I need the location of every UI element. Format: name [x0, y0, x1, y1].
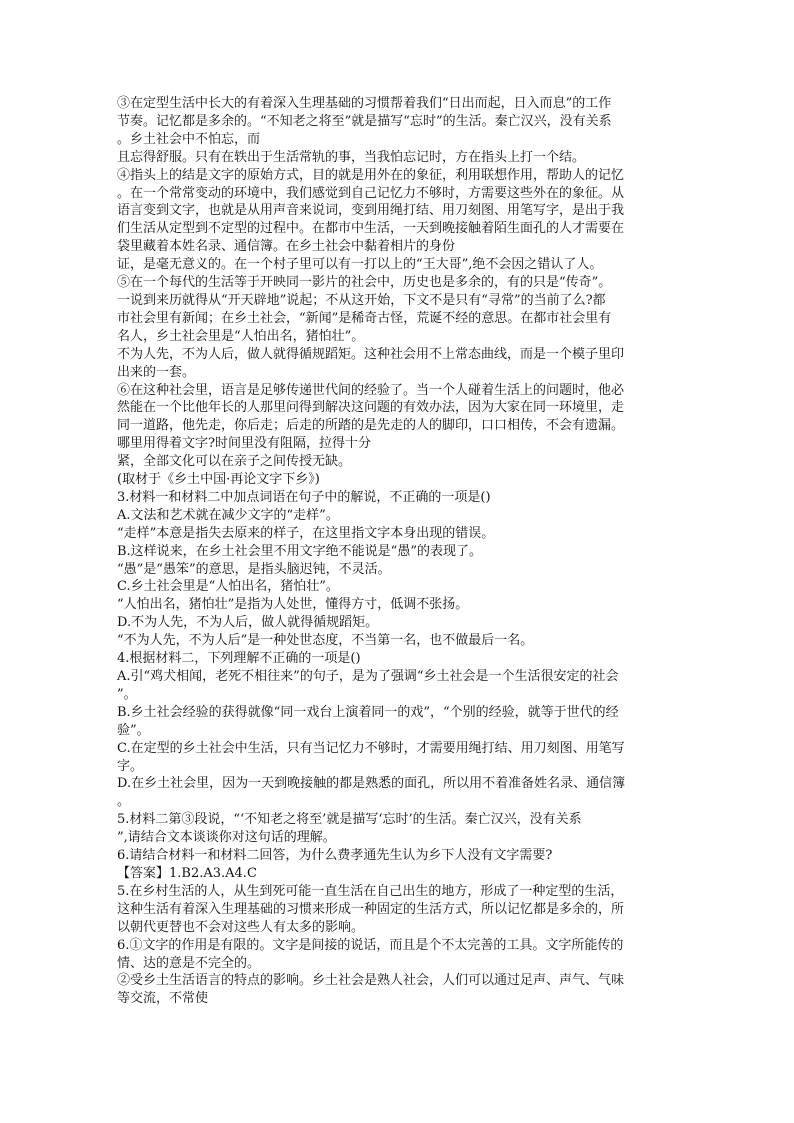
text-line: 。乡土社会中不怕忘，而: [117, 131, 261, 147]
text-line: ③在定型生活中长大的有着深入生理基础的习惯帮着我们“日出而起，日入而息”的工作: [117, 96, 612, 111]
text-line: D.在乡土社会里，因为一天到晚接触的都是熟悉的面孔，所以用不着准备姓名录、通信簿: [117, 776, 626, 792]
text-line: 不为人先，不为人后，做人就得循规蹈矩。这种社会用不上常态曲线，而是一个模子里印: [117, 346, 625, 362]
document-page: [117, 95, 687, 1008]
text-line: “走样”本意是指失去原来的样子，在这里指文字本身出现的错误。: [117, 525, 495, 541]
text-line: 。: [117, 794, 131, 810]
text-line: 5.材料二第③段说，“‘不知老之将至’就是描写‘忘时’的生活。秦亡汉兴，没有关系: [117, 812, 582, 828]
text-line: 们生活从定型到不定型的过程中。在都市中生活，一天到晚接触着陌生面孔的人才需要在: [117, 221, 625, 237]
text-line: 一说到来历就得从“开天辟地”说起；不从这开始，下文不是只有“寻常”的当前了么?都: [117, 292, 606, 308]
text-line: 证，是毫无意义的。在一个村子里可以有一打以上的“王大哥”,绝不会因之错认了人。: [117, 257, 603, 273]
text-line: 节奏。记忆都是多余的。“不知老之将至”就是描写“忘时”的生活。秦亡汉兴，没有关系: [117, 113, 612, 129]
text-line: C.乡土社会里是“人怕出名，猪怕壮”。: [117, 579, 339, 595]
text-line: 验”。: [117, 722, 150, 738]
text-line: B.这样说来，在乡土社会里不用文字绝不能说是“愚”的表现了。: [117, 543, 482, 559]
text-line: 情、达的意是不完全的。: [117, 955, 261, 971]
text-line: 市社会里有新闻；在乡土社会，“新闻”是稀奇古怪，荒诞不经的意思。在都市社会里有: [117, 310, 612, 326]
text-line: 6.请结合材料一和材料二回答，为什么费孝通先生认为乡下人没有文字需要?: [117, 848, 553, 864]
text-line: 袋里藏着本姓名录、通信簿。在乡土社会中黏着相片的身份: [117, 239, 456, 255]
text-line: 同一道路，他先走，你后走；后走的所踏的是先走的人的脚印，口口相传，不会有遗漏。: [117, 418, 625, 434]
text-line: ④指头上的结是文字的原始方式，目的就是用外在的象征，利用联想作用，帮助人的记忆: [117, 167, 625, 183]
text-line: 【答案】1.B2.A3.A4.C: [117, 865, 257, 881]
text-line: “愚”是“愚笨”的意思，是指头脑迟钝，不灵活。: [117, 561, 391, 577]
text-line: (取材于《乡土中国·再论文字下乡》): [117, 472, 320, 488]
text-line: “人怕出名，猪怕壮”是指为人处世，懂得方寸，低调不张扬。: [117, 597, 469, 613]
text-line: B.乡土社会经验的获得就像“同一戏台上演着同一的戏”，“个别的经验，就等于世代的经: [117, 704, 619, 720]
text-line: 语言变到文字，也就是从用声音来说词，变到用绳打结、用刀刻图、用笔写字，是出于我: [117, 203, 625, 219]
text-line: 出来的一套。: [117, 364, 196, 380]
text-line: 等交流，不常使: [117, 991, 209, 1007]
text-line: ”,请结合文本谈谈你对这句话的理解。: [117, 830, 336, 846]
text-line: 6.①文字的作用是有限的。文字是间接的说话，而且是个不太完善的工具。文字所能传的: [117, 937, 624, 953]
text-line: A.文法和艺术就在减少文字的“走样”。: [117, 507, 339, 523]
text-line: 以朝代更替也不会对这些人有太多的影响。: [117, 919, 365, 935]
text-line: 4.根据材料二，下列理解不正确的一项是(): [117, 651, 361, 667]
text-line: 哪里用得着文字?时间里没有阻隔，拉得十分: [117, 436, 371, 452]
text-line: ”。: [117, 686, 137, 702]
text-line: 3.材料一和材料二中加点词语在句子中的解说，不正确的一项是(): [117, 489, 491, 505]
text-line: ⑤在一个每代的生活等于开映同一影片的社会中，历史也是多余的，有的只是“传奇”。: [117, 275, 612, 291]
text-line: 这种生活有着深入生理基础的习惯来形成一种固定的生活方式，所以记忆都是多余的，所: [117, 901, 625, 917]
text-line: D.不为人先，不为人后，做人就得循规蹈矩。: [117, 615, 379, 631]
text-line: A.引“鸡犬相闻，老死不相往来”的句子，是为了强调“乡土社会是一个生活很安定的社会: [117, 669, 619, 684]
text-line: 紧，全部文化可以在亲子之间传授无缺。: [117, 454, 352, 470]
text-line: “不为人先，不为人后”是一种处世态度，不当第一名，也不做最后一名。: [117, 633, 534, 649]
text-line: 5.在乡村生活的人，从生到死可能一直生活在自己出生的地方，形成了一种定型的生活，: [117, 883, 624, 899]
text-line: C.在定型的乡土社会中生活，只有当记忆力不够时，才需要用绳打结、用刀刻图、用笔写: [117, 740, 625, 756]
text-line: 字。: [117, 758, 144, 774]
text-line: 且忘得舒服。只有在轶出于生活常轨的事，当我怕忘记时，方在指头上打一个结。: [117, 149, 586, 165]
text-line: 名人，乡土社会里是“人怕出名，猪怕壮”。: [117, 328, 365, 344]
text-line: ⑥在这种社会里，语言是足够传递世代间的经验了。当一个人碰着生活上的问题时，他必: [117, 382, 625, 398]
text-line: 然能在一个比他年长的人那里问得到解决这问题的有效办法，因为大家在同一环境里，走: [117, 400, 625, 416]
text-line: ②受乡土生活语言的特点的影响。乡土社会是熟人社会，人们可以通过足声、声气、气味: [117, 973, 625, 989]
text-line: 。在一个常常变动的环境中，我们感觉到自己记忆力不够时，方需要这些外在的象征。从: [117, 185, 625, 201]
